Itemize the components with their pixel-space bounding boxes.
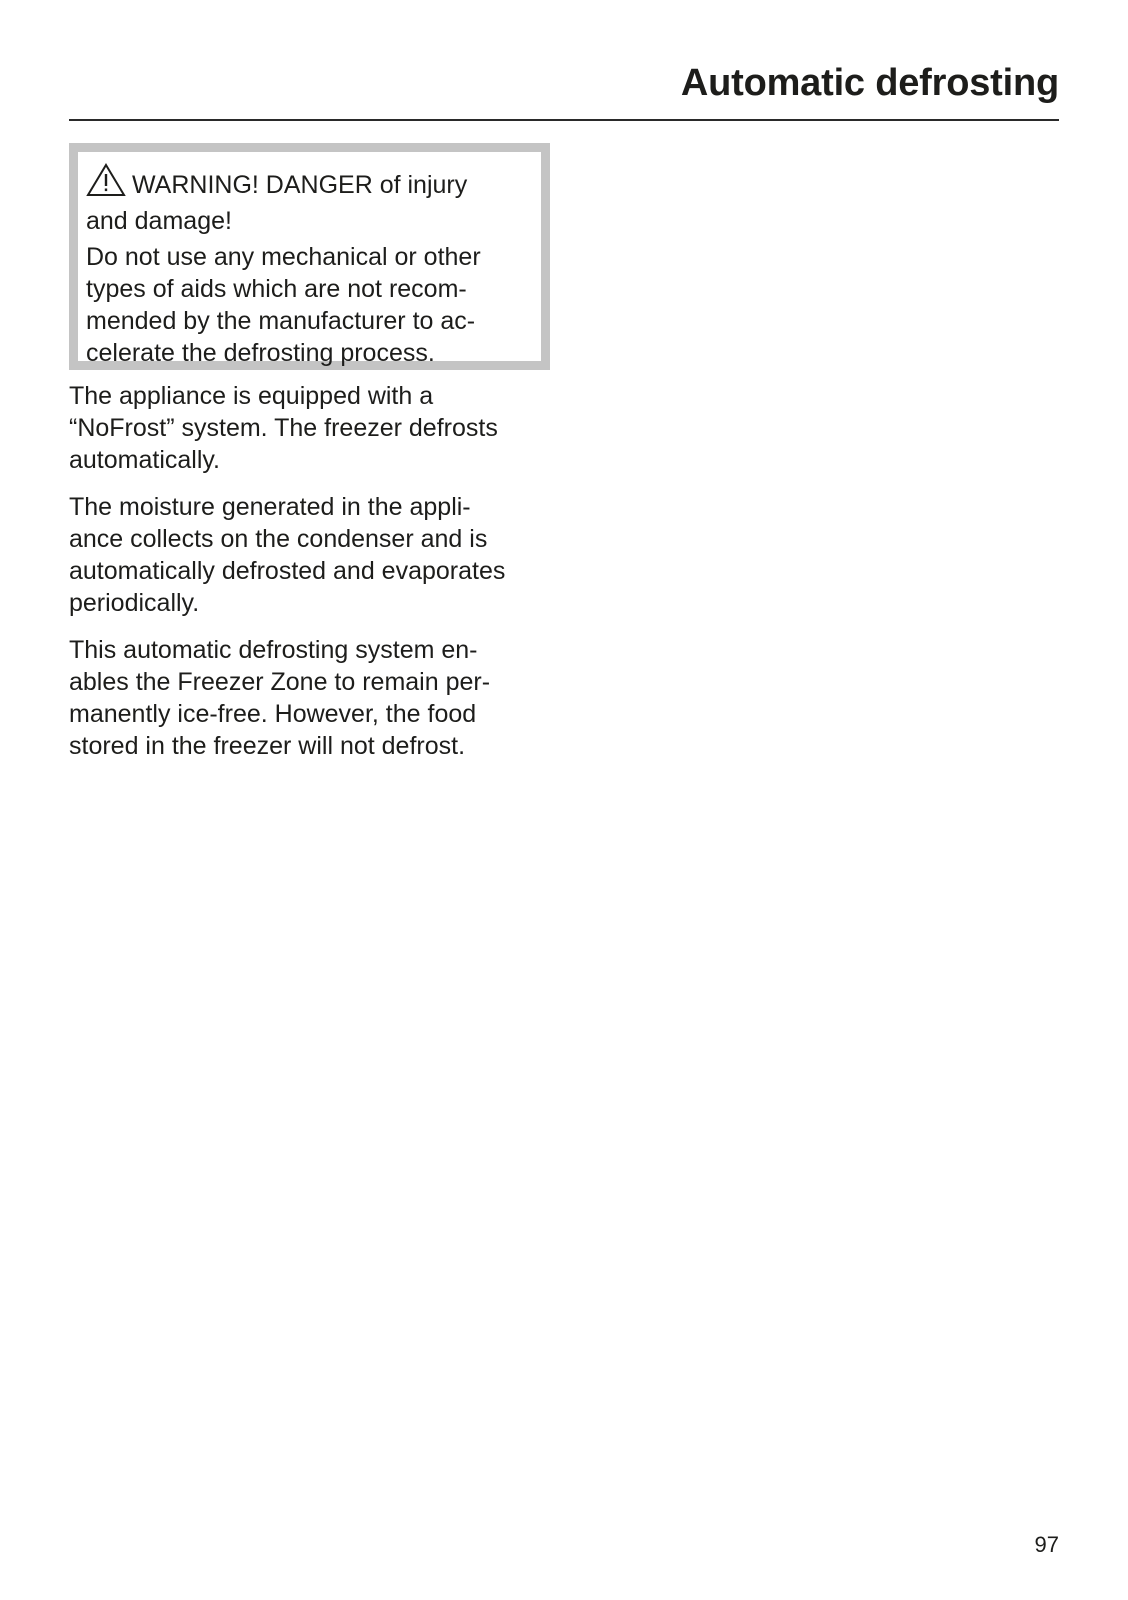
paragraph-line: manently ice-free. However, the food [69, 700, 477, 728]
warning-heading-line-2: and damage! [86, 207, 232, 235]
warning-heading [86, 163, 527, 237]
warning-text [86, 241, 527, 369]
body-text [69, 380, 569, 777]
warning-heading-line-1: WARNING! DANGER of injury [132, 171, 468, 199]
title-divider [69, 119, 1059, 121]
paragraph-line: ance collects on the condenser and is [69, 525, 488, 553]
page-number: 97 [1034, 1532, 1059, 1557]
page-title: Automatic defrosting [680, 62, 1059, 104]
paragraph-ice-free [69, 634, 569, 762]
paragraph-line: stored in the freezer will not defrost. [69, 732, 466, 760]
paragraph-line: periodically. [69, 589, 200, 617]
paragraph-line: “NoFrost” system. The freezer defrosts [69, 414, 498, 442]
paragraph-nofrost [69, 380, 569, 476]
paragraph-moisture [69, 491, 569, 619]
paragraph-line: ables the Freezer Zone to remain per- [69, 668, 491, 696]
warning-text-line: mended by the manufacturer to ac- [86, 307, 476, 335]
warning-text-line: Do not use any mechanical or other [86, 243, 481, 271]
paragraph-line: This automatic defrosting system en- [69, 636, 478, 664]
warning-text-line: types of aids which are not recom- [86, 275, 467, 303]
warning-box [69, 143, 550, 370]
warning-text-line: celerate the defrosting process. [86, 339, 435, 367]
paragraph-line: The moisture generated in the appli- [69, 493, 471, 521]
warning-triangle-icon [86, 163, 126, 205]
paragraph-line: The appliance is equipped with a [69, 382, 434, 410]
paragraph-line: automatically defrosted and evaporates [69, 557, 506, 585]
paragraph-line: automatically. [69, 446, 220, 474]
